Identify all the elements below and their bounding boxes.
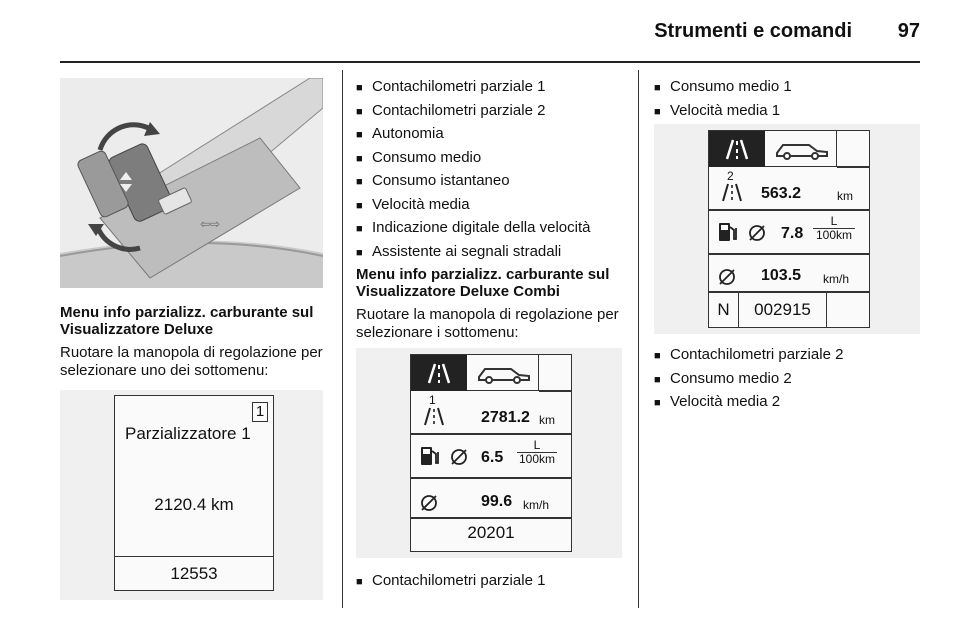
bullet-icon: ■ xyxy=(654,397,661,409)
deluxe-display xyxy=(114,395,274,591)
average-symbol-icon xyxy=(717,267,737,287)
combi-display-figure xyxy=(356,348,622,558)
odometer: 002915 xyxy=(739,292,827,327)
average-symbol-icon xyxy=(419,493,439,513)
trip-title: Parzializzatore 1 xyxy=(125,424,251,443)
road-icon xyxy=(419,405,449,427)
trip-number: 2 xyxy=(727,169,734,183)
avg-consumption: 7.8 xyxy=(781,225,804,242)
speed-unit: km/h xyxy=(523,498,550,512)
tab-vehicle xyxy=(765,131,837,167)
speed-unit: km/h xyxy=(823,272,850,286)
list-item: ■ Contachilometri parziale 2 xyxy=(654,346,844,363)
trip-distance: 2781.2 xyxy=(481,409,530,426)
bullet-icon: ■ xyxy=(356,223,363,235)
combi-display xyxy=(708,130,870,328)
bullet-icon: ■ xyxy=(654,373,661,386)
average-symbol-icon xyxy=(449,447,469,467)
tab-trip xyxy=(709,131,765,167)
combi-display-figure-2 xyxy=(654,124,920,334)
bullet-icon: ■ xyxy=(654,350,661,362)
list-item: ■ Consumo medio xyxy=(356,148,482,166)
bullet-icon: ■ xyxy=(654,82,661,94)
distance-unit: km xyxy=(837,189,853,203)
page-number: 97 xyxy=(897,20,920,42)
distance-unit: km xyxy=(539,413,555,427)
road-icon xyxy=(411,355,467,391)
list-item: ■ Contachilometri parziale 2 xyxy=(356,101,546,119)
lever-illustration xyxy=(60,78,323,288)
fuel-pump-icon xyxy=(717,219,739,245)
column-divider xyxy=(638,70,639,608)
list-item: ■ Contachilometri parziale 1 xyxy=(356,572,546,589)
list-item: ■ Autonomia xyxy=(356,125,444,142)
odometer: 20201 xyxy=(467,523,515,542)
consumption-unit: $\frac{L}{100km}$ xyxy=(518,438,556,466)
gear-indicator: N xyxy=(709,292,739,327)
bullet-icon: ■ xyxy=(356,246,363,259)
bullet-icon: ■ xyxy=(356,129,363,141)
road-icon xyxy=(717,181,747,203)
list-item: ■ Assistente ai segnali stradali xyxy=(356,242,562,260)
trip-value: 2120.4 km xyxy=(154,495,234,514)
avg-speed: 103.5 xyxy=(761,267,802,284)
trip-badge: 1 xyxy=(252,402,268,422)
average-symbol-icon xyxy=(747,223,767,243)
page-header-title: Strumenti e comandi xyxy=(654,20,852,42)
bullet-icon: ■ xyxy=(356,576,363,588)
display-divider xyxy=(115,556,273,557)
fuel-pump-icon xyxy=(419,443,441,469)
list-item: ■ Indicazione digitale della velocità xyxy=(356,219,591,236)
list-item: ■ Velocità media xyxy=(356,195,470,213)
column-divider xyxy=(342,70,343,608)
list-item: ■ Contachilometri parziale 1 xyxy=(356,78,546,95)
deluxe-display-figure xyxy=(60,390,323,600)
section-heading: Menu info parzializz. carburante sul Visualizzatore Deluxe Combi xyxy=(356,266,610,300)
list-item: ■ Consumo medio 1 xyxy=(654,78,792,95)
tab-vehicle xyxy=(467,355,539,391)
consumption-unit: $\frac{L}{100km}$ xyxy=(813,215,855,242)
bullet-icon: ■ xyxy=(356,152,363,165)
bullet-icon: ■ xyxy=(356,82,363,94)
body-text: Ruotare la manopola di regolazione per selezionare i sottomenu: xyxy=(356,306,619,341)
list-item: ■ Consumo medio 2 xyxy=(654,369,792,387)
car-icon xyxy=(765,131,837,165)
lever-icon xyxy=(60,78,323,288)
odometer: 12553 xyxy=(170,564,218,583)
car-icon xyxy=(467,355,539,389)
list-item: ■ Velocità media 1 xyxy=(654,101,781,119)
avg-speed: 99.6 xyxy=(481,493,513,510)
submenu-list xyxy=(356,78,628,266)
tab-trip xyxy=(411,355,467,391)
header-rule xyxy=(60,61,920,63)
bullet-icon: ■ xyxy=(356,176,363,188)
avg-consumption: 6.5 xyxy=(481,449,504,466)
list-item: ■ Consumo istantaneo xyxy=(356,172,510,189)
road-icon xyxy=(709,131,765,167)
bullet-icon: ■ xyxy=(356,105,363,118)
bullet-icon: ■ xyxy=(356,199,363,212)
section-heading: Menu info parzializz. carburante sul Visualizzatore Deluxe xyxy=(60,304,314,338)
list-item: ■ Velocità media 2 xyxy=(654,393,781,410)
combi-display xyxy=(410,354,572,552)
body-text: Ruotare la manopola di regolazione per selezionare uno dei sottomenu: xyxy=(60,344,323,379)
trip-number: 1 xyxy=(429,393,436,407)
svg-text:⇦⇨: ⇦⇨ xyxy=(200,217,221,231)
bullet-icon: ■ xyxy=(654,105,661,118)
trip-distance: 563.2 xyxy=(761,185,802,202)
